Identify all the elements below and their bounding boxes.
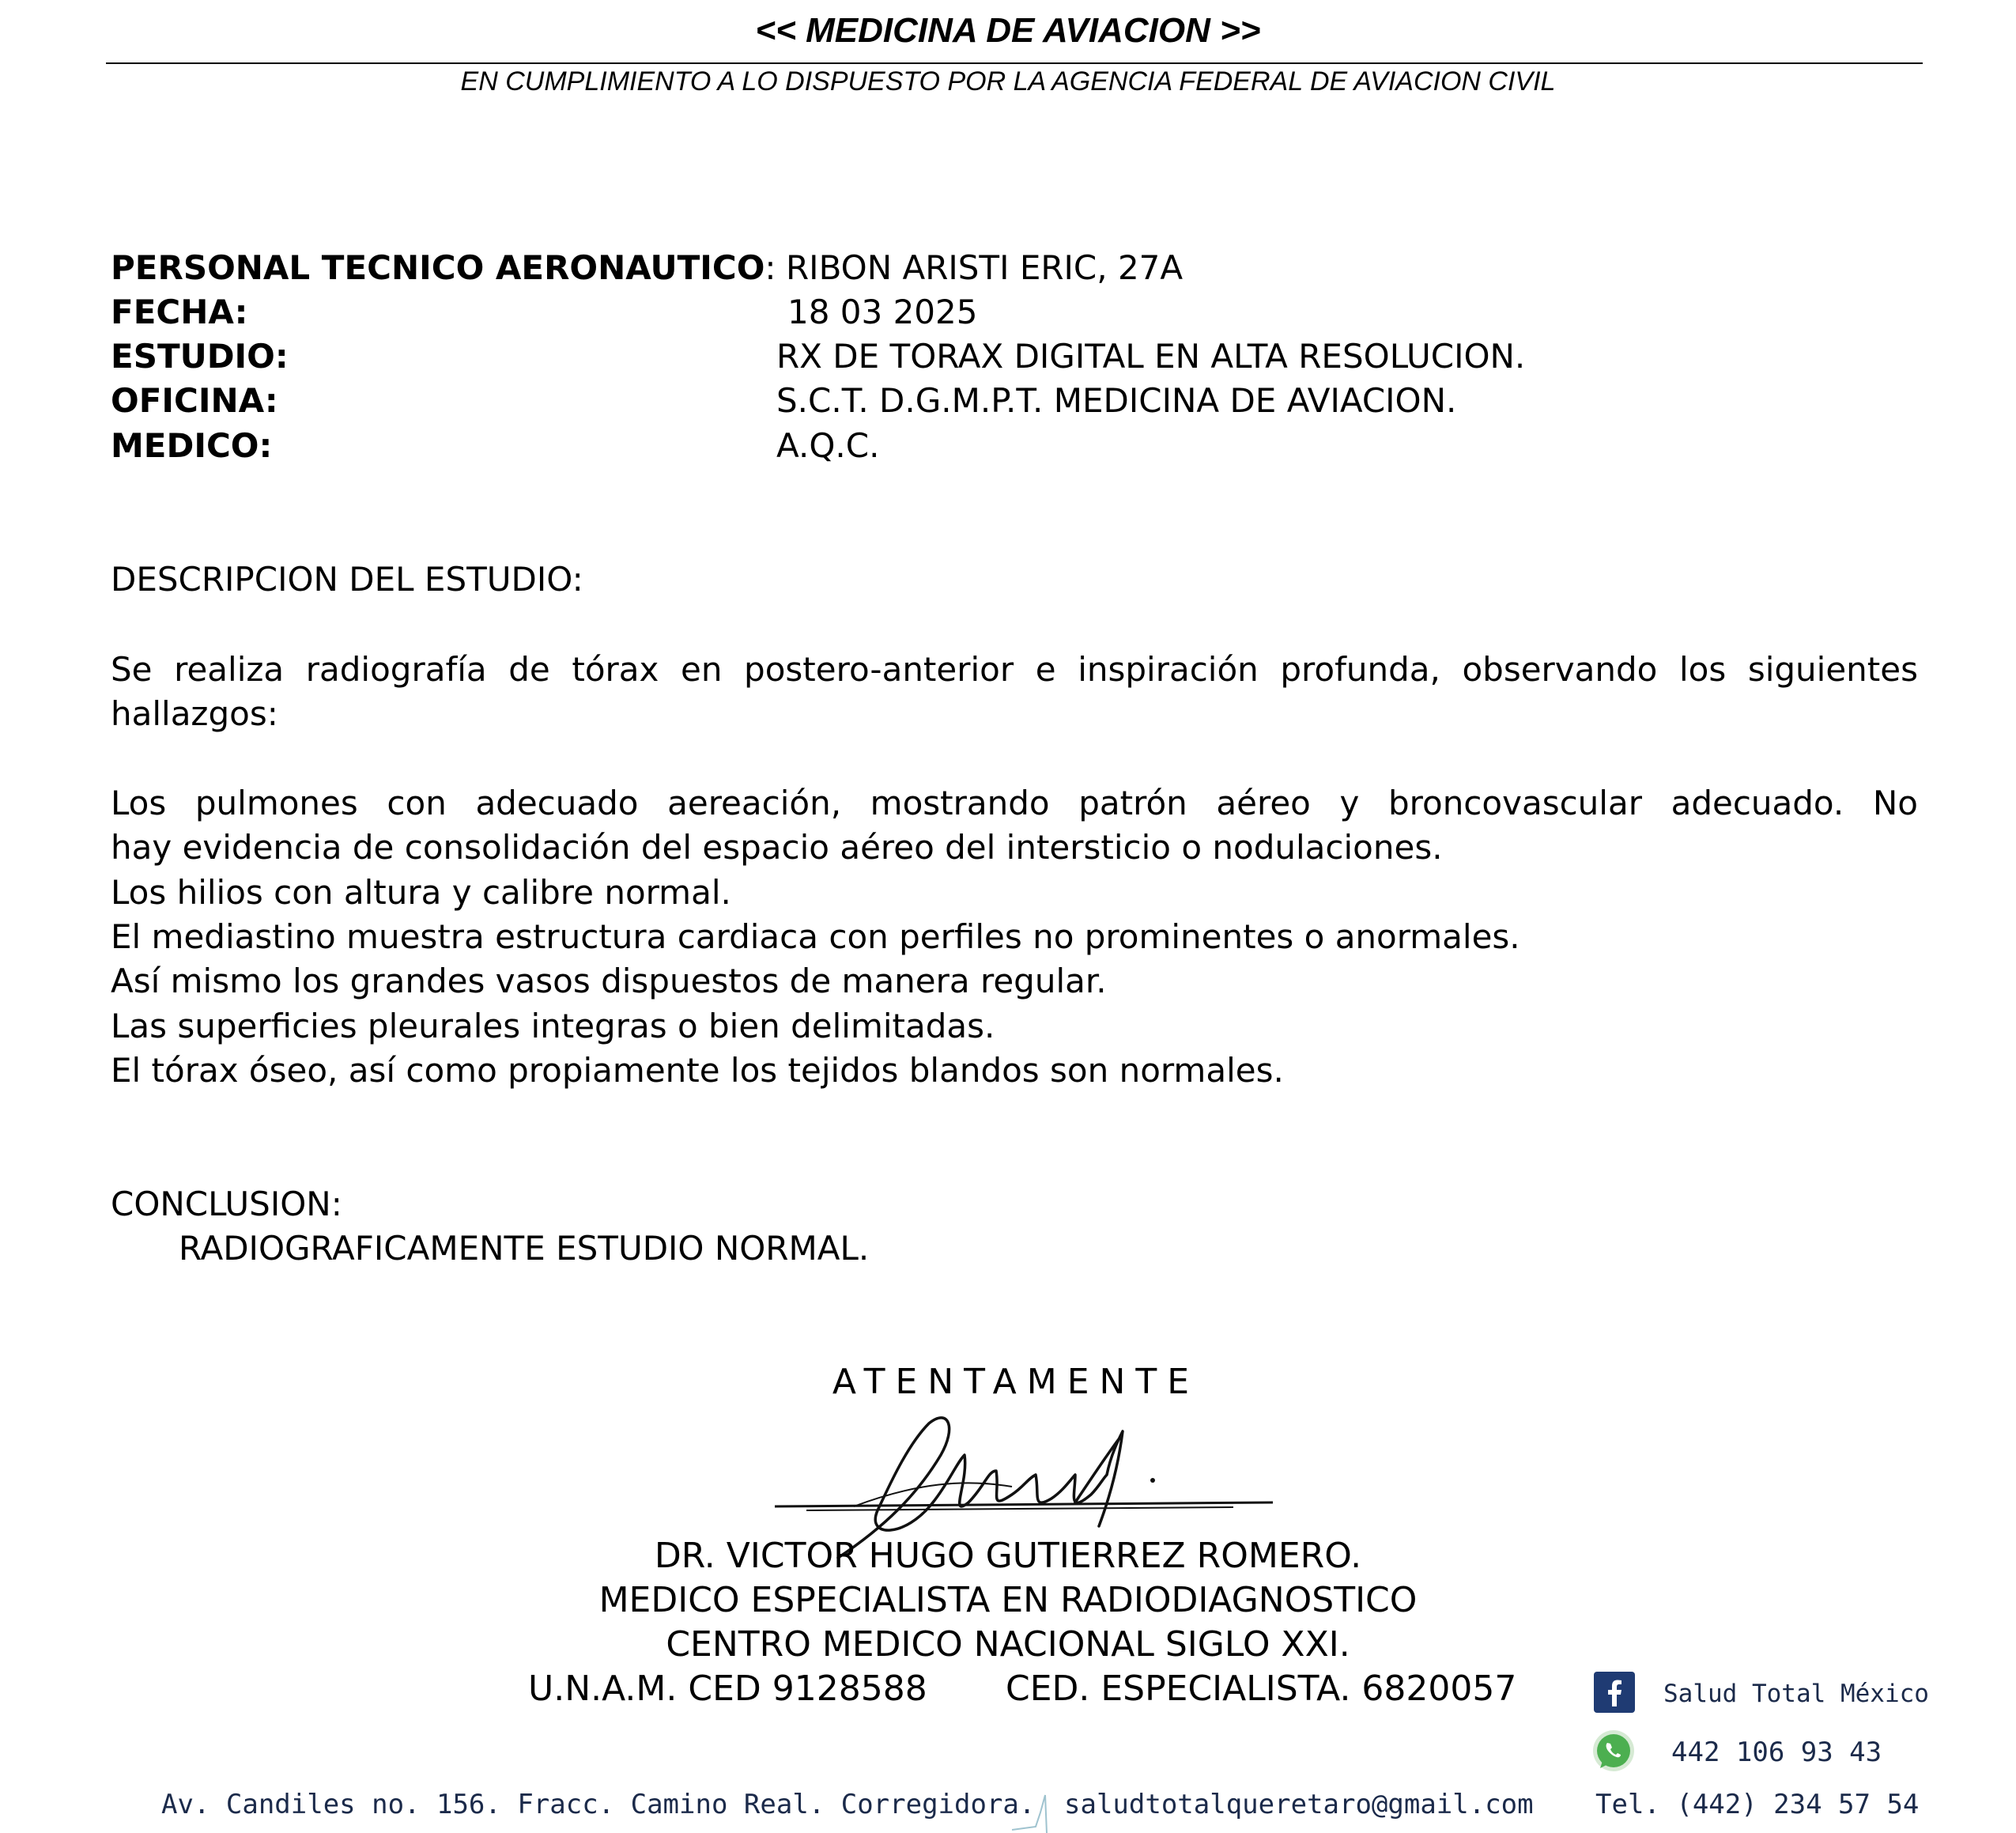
document-subtitle: EN CUMPLIMIENTO A LO DISPUESTO POR LA AGENCIA FEDERAL DE AVIACION CIVIL [460,66,1556,96]
conclusion-text: RADIOGRAFICAMENTE ESTUDIO NORMAL. [179,1229,870,1268]
whatsapp-number[interactable]: 442 106 93 43 [1671,1737,1882,1768]
medico-value: A.Q.C. [776,426,880,465]
finding-pleura: Las superficies pleurales integras o bien delimitadas. [111,1007,995,1045]
unam-ced: U.N.A.M. CED 9128588 [528,1669,927,1709]
conclusion-heading: CONCLUSION: [111,1185,342,1223]
specialist-ced: CED. ESPECIALISTA. 6820057 [1006,1669,1517,1709]
finding-torax-oseo: El tórax óseo, así como propiamente los tejidos blandos son normales. [111,1051,1284,1090]
document-title: << MEDICINA DE AVIACION >> [755,11,1261,50]
footer-tel[interactable]: Tel. (442) 234 57 54 [1595,1789,1920,1820]
description-intro-line1: Se realiza radiografía de tórax en postero-anterior e inspiración profunda, observando los siguientes [111,650,1918,689]
finding-hilios: Los hilios con altura y calibre normal. [111,873,731,912]
finding-mediastino: El mediastino muestra estructura cardiaca con perfiles no prominentes o anormales. [111,917,1520,956]
estudio-label: ESTUDIO: [111,337,289,376]
finding-lungs-line2: hay evidencia de consolidación del espacio aéreo del intersticio o nodulaciones. [111,828,1443,867]
oficina-value: S.C.T. D.G.M.P.T. MEDICINA DE AVIACION. [776,381,1457,420]
doctor-name: DR. VICTOR HUGO GUTIERREZ ROMERO. [654,1536,1362,1576]
doctor-title: MEDICO ESPECIALISTA EN RADIODIAGNOSTICO [598,1580,1418,1620]
description-heading: DESCRIPCION DEL ESTUDIO: [111,560,583,599]
fecha-value: 18 03 2025 [787,293,978,331]
header-divider [106,62,1923,64]
fecha-label: FECHA: [111,293,248,331]
estudio-value: RX DE TORAX DIGITAL EN ALTA RESOLUCION. [776,337,1526,376]
footer-address: Av. Candiles no. 156. Fracc. Camino Real. Corregidora. [161,1789,1036,1820]
medico-label: MEDICO: [111,426,273,465]
heartbeat-icon [1012,1789,1067,1833]
footer-email[interactable]: saludtotalqueretaro@gmail.com [1064,1789,1534,1820]
whatsapp-icon[interactable] [1589,1727,1638,1776]
facebook-icon[interactable] [1594,1672,1635,1713]
description-intro-line2: hallazgos: [111,694,278,733]
attentamente: ATENTAMENTE [832,1362,1200,1402]
personal-label: PERSONAL TECNICO AERONAUTICO: [111,248,776,287]
personal-value: RIBON ARISTI ERIC, 27A [786,248,1184,287]
facebook-page-name[interactable]: Salud Total México [1663,1680,1929,1708]
finding-vasos: Así mismo los grandes vasos dispuestos de manera regular. [111,962,1107,1000]
doctor-institution: CENTRO MEDICO NACIONAL SIGLO XXI. [666,1624,1350,1665]
oficina-label: OFICINA: [111,381,278,420]
finding-lungs-line1: Los pulmones con adecuado aereación, mostrando patrón aéreo y broncovascular adecuado. No [111,784,1918,822]
